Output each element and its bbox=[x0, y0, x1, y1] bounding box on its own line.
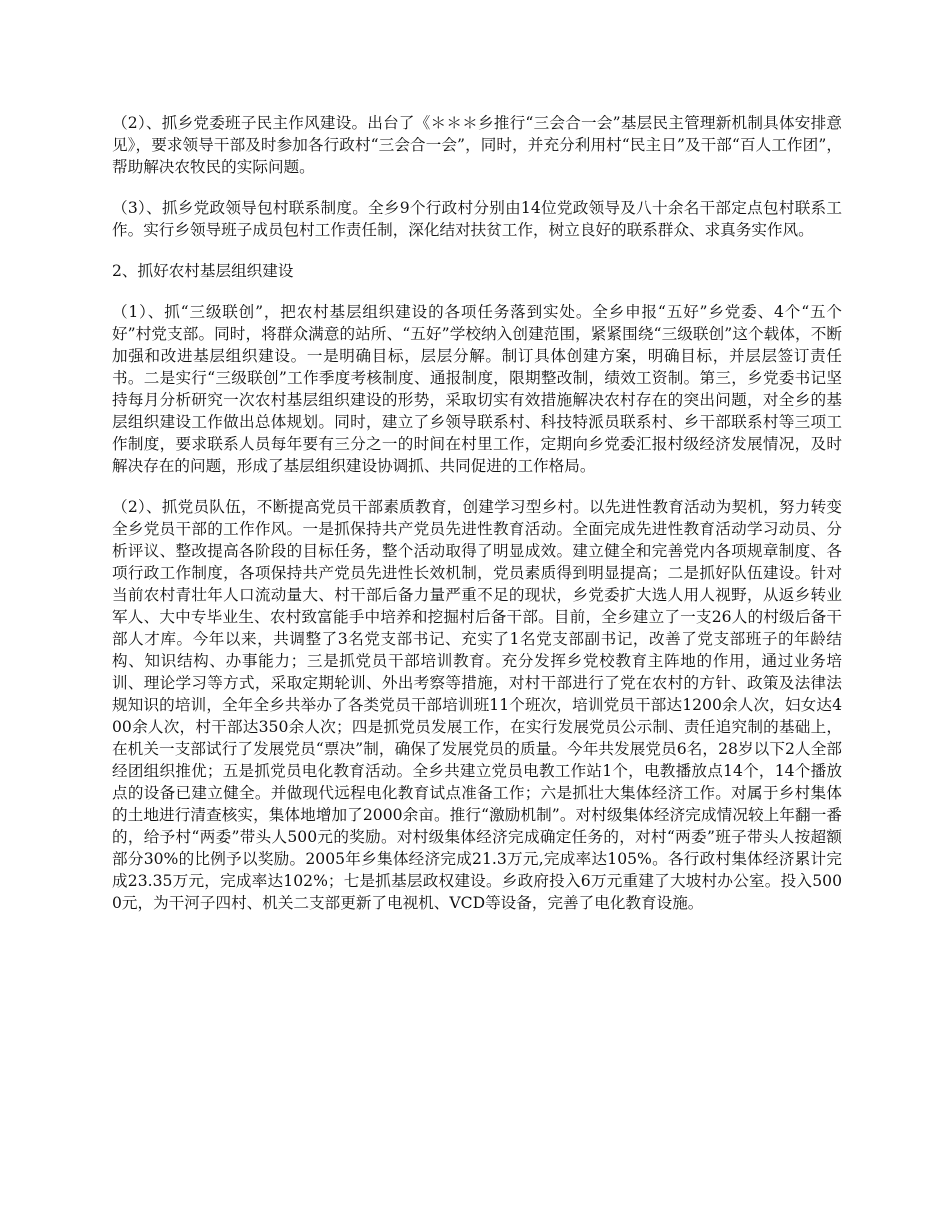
paragraph-party-committee-democracy: （2）、抓乡党委班子民主作风建设。出台了《＊＊＊乡推行“三会合一会”基层民主管理新机制具体安排意见》，要求领导干部及时参加各行政村“三会合一会”，同时，并充分利用村“民主日”及干部“百人工作团”，帮助解决农牧民的实际问题。 bbox=[112, 114, 842, 176]
paragraph-three-level-creation: （1）、抓“三级联创”，把农村基层组织建设的各项任务落到实处。全乡申报“五好”乡党委、4个“五个好”村党支部。同时，将群众满意的站所、“五好”学校纳入创建范围，紧紧围绕“三级联创”这个载体，不断加强和改进基层组织建设。一是明确目标，层层分解。制订具体创建方案，明确目标，并层层签订责任书。二是实行“三级联创”工作季度考核制度、通报制度，限期整改制，绩效工资制。第三，乡党委书记坚持每月分析研究一次农村基层组织建设的形势，采取切实有效措施解决农村存在的突出问题，对全乡的基层组织建设工作做出总体规划。同时，建立了乡领导联系村、科技特派员联系村、乡干部联系村等三项工作制度，要求联系人员每年要有三分之一的时间在村里工作，定期向乡党委汇报村级经济发展情况，及时解决存在的问题，形成了基层组织建设协调抓、共同促进的工作格局。 bbox=[112, 303, 842, 475]
document-page bbox=[112, 112, 842, 933]
section-heading-rural-organization: 2、抓好农村基层组织建设 bbox=[112, 262, 294, 280]
paragraph-village-liaison-system: （3）、抓乡党政领导包村联系制度。全乡9个行政村分别由14位党政领导及八十余名干部定点包村联系工作。实行乡领导班子成员包村工作责任制，深化结对扶贫工作，树立良好的联系群众、求真务实作风。 bbox=[112, 199, 842, 239]
paragraph-party-member-team: （2）、抓党员队伍，不断提高党员干部素质教育，创建学习型乡村。以先进性教育活动为契机，努力转变全乡党员干部的工作作风。一是抓保持共产党员先进性教育活动。全面完成先进性教育活动学习动员、分析评议、整改提高各阶段的目标任务，整个活动取得了明显成效。建立健全和完善党内各项规章制度、各项行政工作制度，各项保持共产党员先进性长效机制，党员素质得到明显提高；二是抓好队伍建设。针对当前农村青壮年人口流动量大、村干部后备力量严重不足的现状，乡党委扩大选人用人视野，从返乡转业军人、大中专毕业生、农村致富能手中培养和挖掘村后备干部。目前，全乡建立了一支26人的村级后备干部人才库。今年以来，共调整了3名党支部书记、充实了1名党支部副书记，改善了党支部班子的年龄结构、知识结构、办事能力；三是抓党员干部培训教育。充分发挥乡党校教育主阵地的作用，通过业务培训、理论学习等方式，采取定期轮训、外出考察等措施，对村干部进行了党在农村的方针、政策及法律法规知识的培训，全年全乡共举办了各类党员干部培训班11个班次，培训党员干部达1200余人次，妇女达400余人次，村干部达350余人次；四是抓党员发展工作，在实行发展党员公示制、责任追究制的基础上，在机关一支部试行了发展党员“票决”制，确保了发展党员的质量。今年共发展党员6名，28岁以下2人全部经团组织推优；五是抓党员电化教育活动。全乡共建立党员电教工作站1个，电教播放点14个，14个播放点的设备已建立健全。并做现代远程电化教育试点准备工作；六是抓壮大集体经济工作。对属于乡村集体的土地进行清查核实，集体地增加了2000余亩。推行“激励机制”。对村级集体经济完成情况较上年翻一番的，给予村“两委”带头人500元的奖励。对村级集体经济完成确定任务的，对村“两委”班子带头人按超额部分30%的比例予以奖励。2005年乡集体经济完成21.3万元,完成率达105%。各行政村集体经济累计完成23.35万元，完成率达102%；七是抓基层政权建设。乡政府投入6万元重建了大坡村办公室。投入5000元，为干河子四村、机关二支部更新了电视机、VCD等设备，完善了电化教育设施。 bbox=[112, 498, 842, 912]
